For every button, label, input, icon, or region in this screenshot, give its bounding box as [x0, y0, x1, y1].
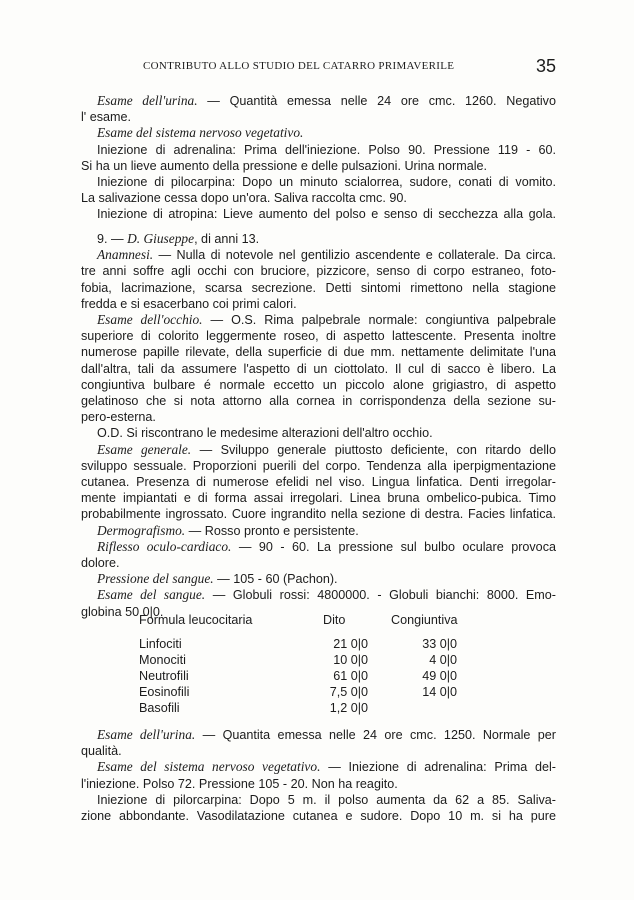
table-cell: Eosinofili [139, 685, 190, 699]
text-line [97, 571, 556, 587]
text-line [97, 792, 556, 808]
line-text: , di anni 13. [194, 232, 260, 246]
italic-heading: Esame generale. [97, 441, 192, 457]
text-line [97, 425, 556, 441]
table-header: Dito [323, 613, 346, 627]
italic-heading: D. Giuseppe [127, 231, 195, 246]
text-line [81, 393, 556, 409]
text-line [81, 158, 556, 174]
line-text: La salivazione cessa dopo un'ora. Saliva raccolta cmc. 90. [81, 191, 407, 206]
line-text: congiuntiva bulbare é normale eccetto un piccolo alone grigiastro, di aspetto [81, 377, 556, 392]
text-line [81, 776, 556, 792]
table-cell: Monociti [139, 653, 186, 667]
text-line [81, 190, 556, 206]
table-cell: Linfociti [139, 637, 182, 651]
table-cell: 61 0|0 [333, 669, 368, 683]
text-line [81, 263, 556, 279]
text-line [81, 280, 556, 296]
line-text: fobia, lacrimazione, scarsa secrezione. Detti sintomi rimettono nella stagione [81, 280, 556, 295]
line-text: sviluppo sessuale. Proporzioni puerili del corpo. Tendenza alla iperpigmentazione [81, 458, 556, 473]
line-text: zione abbondante. Vasodilatazione cutanea e sudore. Dopo 10 m. si ha pure [81, 809, 556, 823]
line-text: — 90 - 60. La pressione sul bulbo oculare provoca [231, 539, 556, 554]
text-line [97, 539, 556, 555]
italic-heading: Riflesso oculo-cardiaco. [97, 538, 232, 554]
text-line [81, 377, 556, 393]
text-line [97, 231, 556, 247]
line-text: — Sviluppo generale piuttosto deficiente, con ritardo dello [191, 442, 556, 457]
line-text: globina 50 0|0. [81, 604, 164, 619]
text-line [81, 555, 556, 571]
table-cell: 10 0|0 [333, 653, 368, 667]
text-line [97, 125, 556, 141]
italic-heading: Esame del sistema nervoso vegetativo. [97, 759, 321, 775]
text-line [81, 409, 556, 425]
italic-heading: Esame del sangue. [97, 587, 206, 603]
text-line [81, 328, 556, 344]
text-line [97, 247, 556, 263]
italic-heading: Esame dell'occhio. [97, 312, 203, 327]
running-title: CONTRIBUTO ALLO STUDIO DEL CATARRO PRIMAVERILE [143, 60, 455, 72]
table-header: Congiuntiva [391, 613, 458, 627]
text-line [97, 727, 556, 743]
italic-heading: Esame dell'urina. [97, 93, 198, 108]
table-cell: 49 0|0 [422, 669, 457, 683]
text-line [97, 206, 556, 222]
line-text: probabilmente ingrossato. Cuore ingrandito nella sezione di destra. Facies linfatica. [81, 507, 556, 522]
table-cell: Basofili [139, 701, 180, 715]
text-line [81, 808, 556, 824]
text-line [81, 474, 556, 490]
table-cell: 7,5 0|0 [329, 685, 368, 699]
line-text: dall'altra, tali da assumere l'aspetto di un ciottolato. Il cul di sacco è libero. La [81, 361, 556, 376]
text-line [81, 458, 556, 474]
line-text: pero-esterna. [81, 410, 156, 425]
text-line [81, 506, 556, 522]
line-text: l'iniezione. Polso 72. Pressione 105 - 20. Non ha reagito. [81, 776, 398, 791]
table-cell: 4 0|0 [429, 653, 457, 667]
text-line [81, 743, 556, 759]
line-text: Iniezione di pilorcarpina: Dopo 5 m. il polso aumenta da 62 a 85. Saliva- [97, 792, 556, 807]
line-text: — Quantita emessa nelle 24 ore cmc. 1250. Normale per [195, 728, 556, 742]
line-text: — 105 - 60 (Pachon). [213, 572, 338, 587]
italic-heading: Anamnesi. [97, 247, 154, 263]
line-text: — Quantità emessa nelle 24 ore cmc. 1260. Negativo [197, 94, 556, 108]
text-line [81, 490, 556, 506]
line-text: dolore. [81, 556, 120, 570]
line-text: — Rosso pronto e persistente. [185, 523, 359, 538]
text-line [97, 442, 556, 458]
line-text: Iniezione di atropina: Lieve aumento del polso e senso di secchezza alla gola. [97, 207, 556, 222]
line-text: numerose papille rilevate, della superficie di due mm. nettamente delimitate l'una [81, 345, 556, 360]
text-line [97, 587, 556, 603]
table-cell: 21 0|0 [333, 637, 368, 651]
text-line [97, 174, 556, 190]
italic-heading: Dermografismo. [97, 522, 186, 538]
line-text: qualità. [81, 744, 122, 759]
line-text: gelatinoso che si nota attorno alla cornea in corrispondenza della sezione su- [81, 394, 556, 408]
line-text: Iniezione di pilocarpina: Dopo un minuto scialorrea, sudore, conati di vomito. [97, 175, 556, 189]
table-cell: 1,2 0|0 [329, 701, 368, 715]
line-text: Iniezione di adrenalina: Prima dell'iniezione. Polso 90. Pressione 119 - 60. [97, 142, 556, 157]
line-text: — Nulla di notevole nel gentilizio ascendente e collaterale. Da circa. [153, 248, 556, 263]
line-text: Si ha un lieve aumento della pressione e delle pulsazioni. Urina normale. [81, 158, 488, 173]
text-line [81, 361, 556, 377]
line-text: — Globuli rossi: 4800000. - Globuli bianchi: 8000. Emo- [205, 588, 556, 603]
line-text: l' esame. [81, 110, 131, 125]
text-line [81, 296, 556, 312]
italic-heading: Pressione del sangue. [97, 571, 214, 587]
line-text: — Iniezione di adrenalina: Prima del- [320, 760, 556, 775]
italic-heading: Esame del sistema nervoso vegetativo. [97, 125, 304, 141]
text-line [97, 523, 556, 539]
page-number: 35 [536, 56, 557, 76]
table-cell: 33 0|0 [422, 637, 457, 651]
line-text: cutanea. Presenza di numerose efelidi nel viso. Lingua linfatica. Denti irregolar- [81, 475, 556, 489]
line-text: — O.S. Rima palpebrale normale: congiuntiva palpebrale [202, 313, 556, 327]
text-line [97, 312, 556, 328]
italic-heading: Esame dell'urina. [97, 727, 196, 742]
text-line [97, 142, 556, 158]
text-line [97, 759, 556, 775]
line-text: mente impiantati e di forma assai irregolari. Linea bruna ombelico-pubica. Timo [81, 491, 556, 506]
line-text: 9. — [97, 232, 128, 246]
line-text: O.D. Si riscontrano le medesime alterazioni dell'altro occhio. [97, 426, 433, 441]
line-text: superiore di colorito leggermente roseo, di aspetto lattescente. Presenta inoltre [81, 329, 556, 344]
text-line [97, 93, 556, 109]
text-line [81, 109, 556, 125]
line-text: fredda e si esacerbano coi primi calori. [81, 296, 297, 311]
table-header: Formula leucocitaria [139, 613, 253, 627]
text-line [81, 344, 556, 360]
line-text: tre anni soffre agli occhi con bruciore, pizzicore, senso di corpo estraneo, foto- [81, 264, 556, 279]
table-cell: Neutrofili [139, 669, 189, 683]
table-cell: 14 0|0 [422, 685, 457, 699]
